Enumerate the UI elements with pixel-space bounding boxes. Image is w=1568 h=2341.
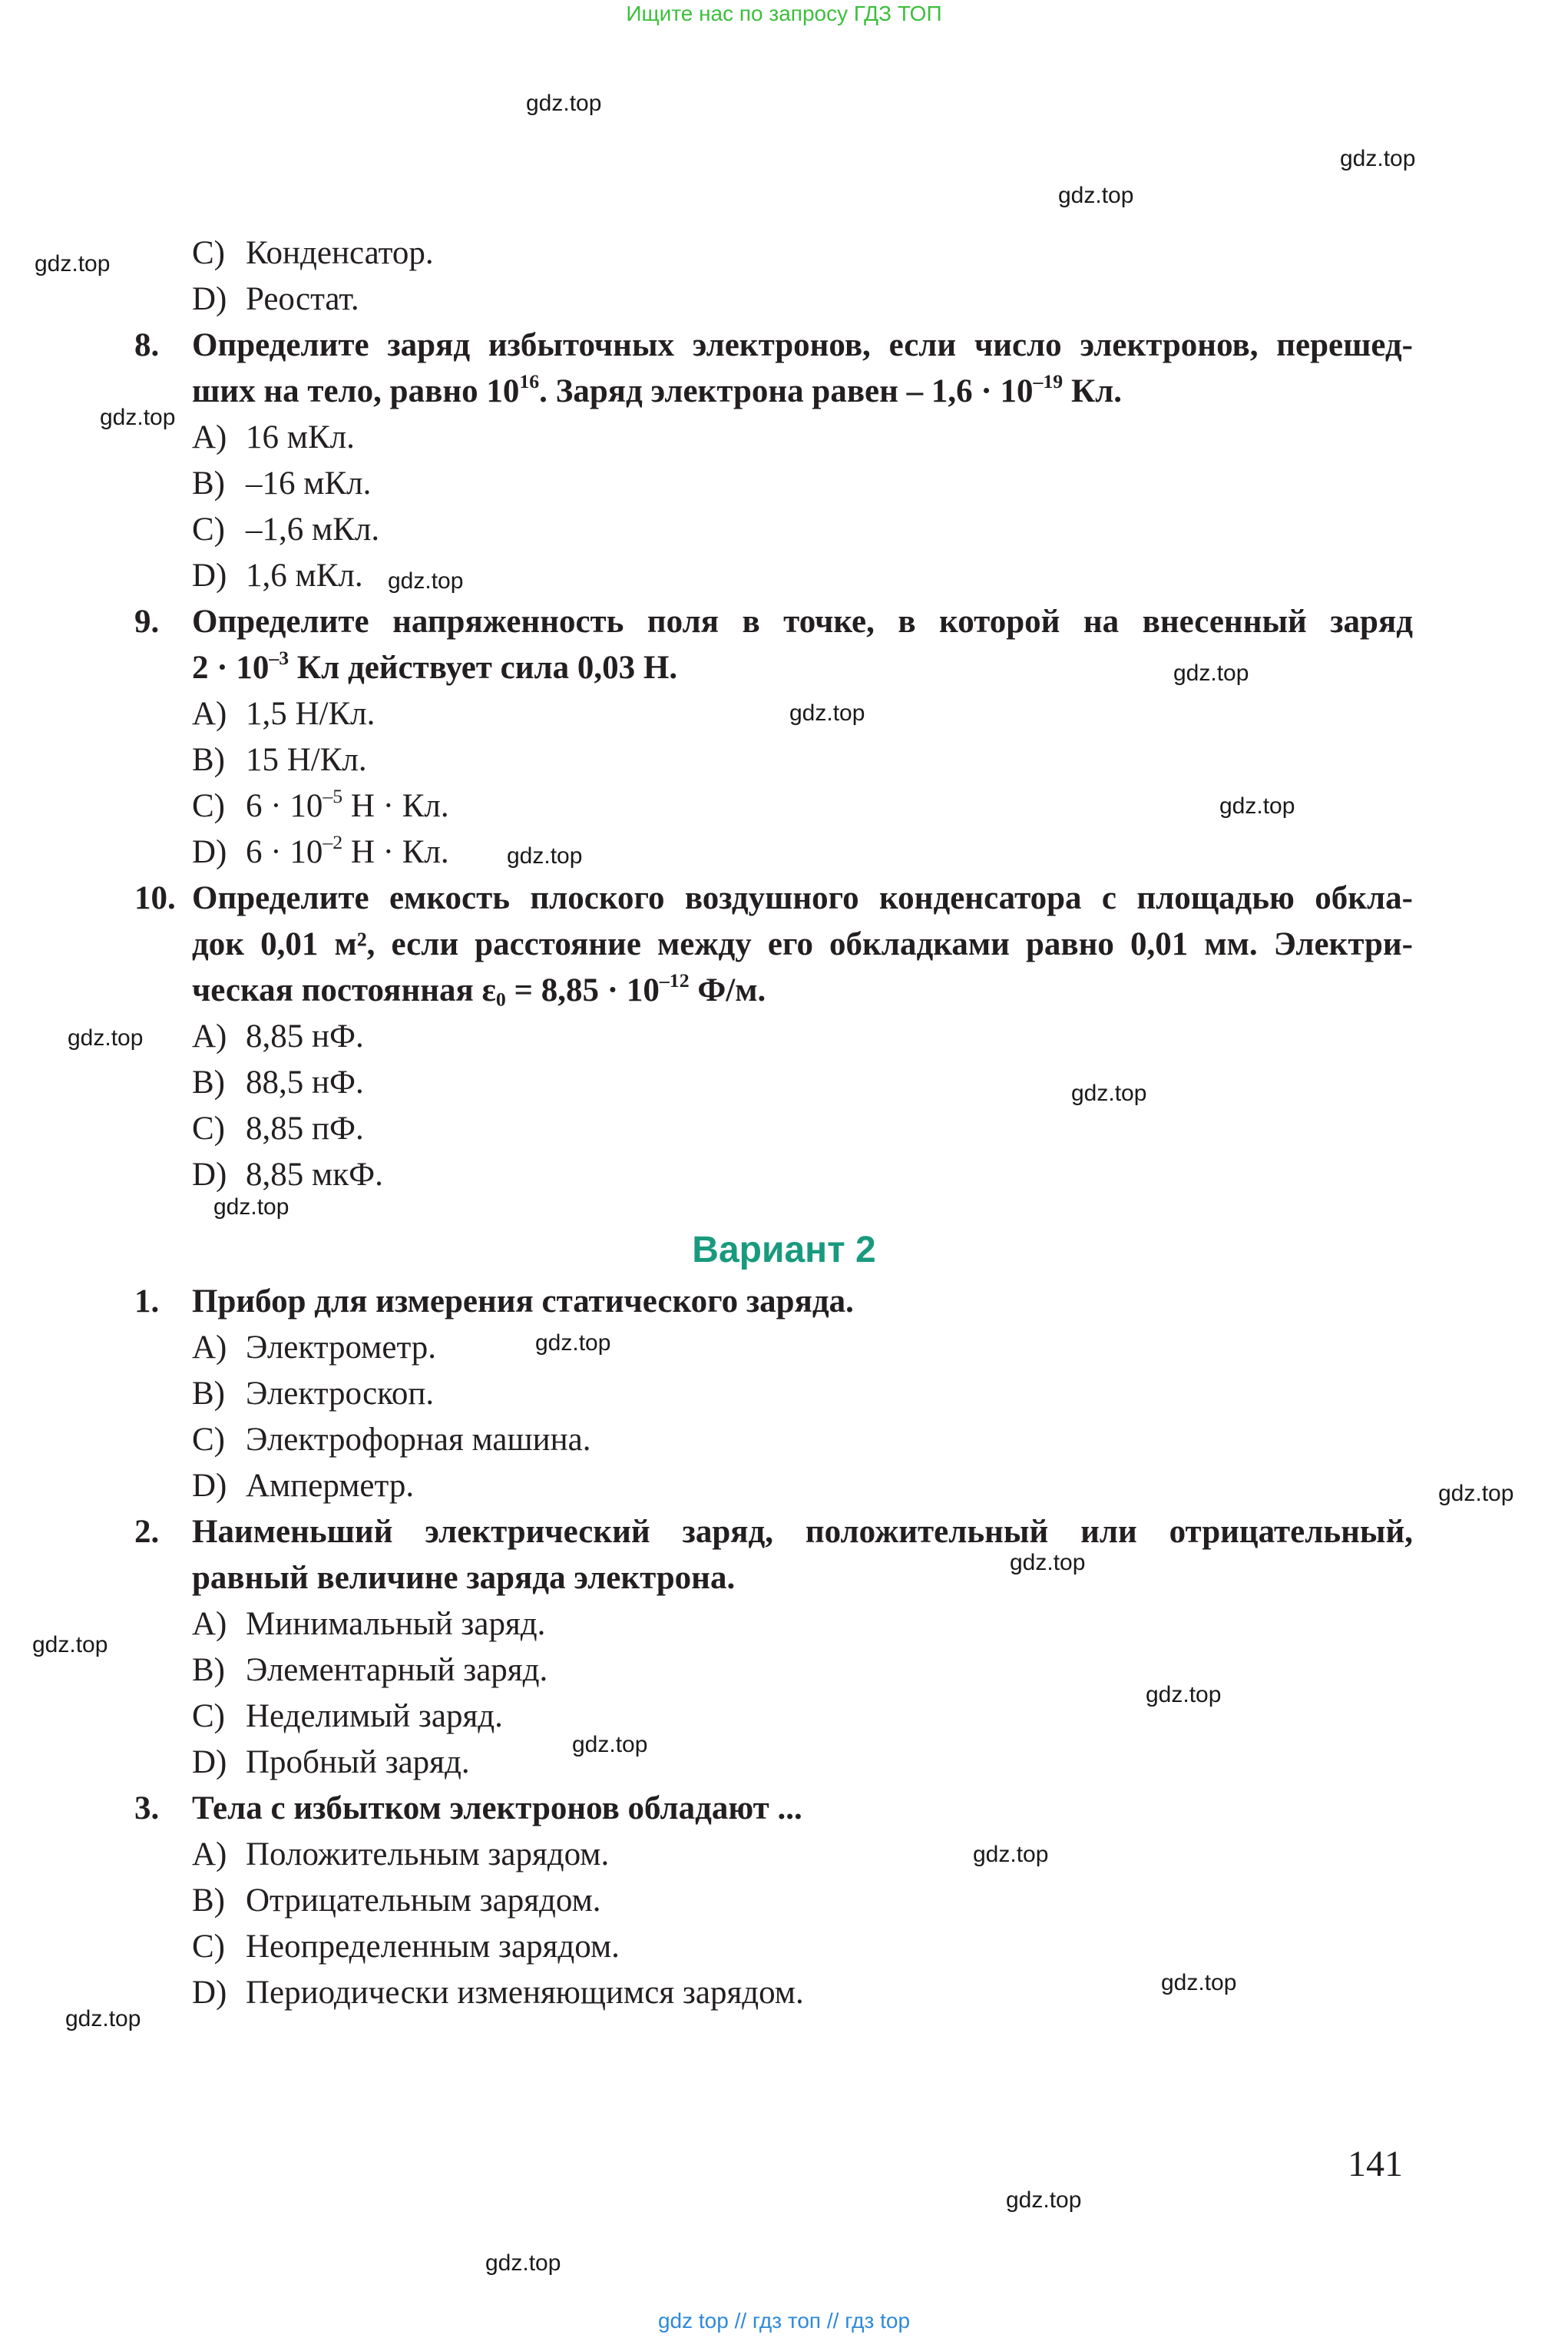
question-9-line-2: $2 \cdot 10^{-3}$ Кл действует сила 0,03 Н. <box>192 646 678 686</box>
option-c: C) –1,6 мКл. <box>192 512 380 548</box>
watermark: gdz.top <box>572 1732 648 1757</box>
option-a: A) Электрометр. <box>192 1329 437 1366</box>
question-10-line-2: док 0,01 м², если расстояние между его обкладками равно 0,01 мм. Электри- <box>192 926 1413 962</box>
option-c: C) Электрофорная машина. <box>192 1422 591 1458</box>
option-a: A) Положительным зарядом. <box>192 1836 610 1872</box>
option-d: D) 1,6 мКл. <box>192 558 363 594</box>
question-number: 10. <box>134 880 176 916</box>
variant-heading: Вариант 2 <box>692 1230 876 1270</box>
option-d: D) Амперметр. <box>192 1468 415 1504</box>
watermark: gdz.top <box>1340 146 1416 171</box>
option-d: D) Реостат. <box>192 281 359 317</box>
option-c: C) Неделимый заряд. <box>192 1698 503 1734</box>
option-a: A) Минимальный заряд. <box>192 1606 546 1642</box>
option-c: C) Неопределенным зарядом. <box>192 1929 620 1965</box>
v2-question-2-line-1: 2. Наименьший электрический заряд, положительный или отрицательный, <box>134 1509 1413 1555</box>
v2-question-3: 3. Тела с избытком электронов обладают ... <box>134 1786 1413 1832</box>
option-c: C) Конденсатор. <box>192 235 434 271</box>
option-d: D) Пробный заряд. <box>192 1744 470 1780</box>
watermark: gdz.top <box>1010 1550 1086 1575</box>
option-a: A) 1,5 Н/Кл. <box>192 696 375 732</box>
watermark: gdz.top <box>526 91 602 116</box>
watermark: gdz.top <box>1071 1081 1147 1106</box>
v2-question-2-line-2: равный величине заряда электрона. <box>192 1560 736 1596</box>
watermark: gdz.top <box>507 843 583 869</box>
question-8-line-1: 8. Определите заряд избыточных электронов, если число электронов, перешед- <box>134 323 1413 369</box>
option-a: A) 16 мКл. <box>192 419 355 455</box>
watermark: gdz.top <box>973 1842 1049 1867</box>
question-10-line-3: ческая постоянная $\varepsilon_0 = 8,85 \cdot 10^{-12}$ Ф/м. <box>192 969 766 1011</box>
watermark: gdz.top <box>485 2250 561 2276</box>
watermark: gdz.top <box>68 1025 144 1051</box>
watermark: gdz.top <box>535 1330 611 1356</box>
watermark: gdz.top <box>1173 661 1249 686</box>
question-10-line-1: 10. Определите емкость плоского воздушного конденсатора с площадью обкла- <box>134 876 1413 922</box>
option-c: C) 8,85 пФ. <box>192 1111 364 1147</box>
watermark: gdz.top <box>100 405 176 430</box>
watermark: gdz.top <box>789 700 865 726</box>
watermark: gdz.top <box>1161 1970 1237 1995</box>
watermark: gdz.top <box>1438 1481 1514 1506</box>
search-banner-link[interactable]: Ищите нас по запросу ГДЗ ТОП <box>626 2 942 25</box>
watermark: gdz.top <box>35 251 111 276</box>
option-b: B) Отрицательным зарядом. <box>192 1882 601 1919</box>
option-b: B) Электроскоп. <box>192 1376 435 1412</box>
watermark: gdz.top <box>213 1194 289 1220</box>
option-d: D) $6 \cdot 10^{-2}$ Н · Кл. <box>192 830 449 870</box>
watermark: gdz.top <box>65 2006 141 2031</box>
question-9-line-1: 9. Определите напряженность поля в точке, в которой на внесенный заряд <box>134 599 1413 645</box>
option-a: A) 8,85 нФ. <box>192 1018 364 1055</box>
option-b: B) 15 Н/Кл. <box>192 742 367 778</box>
option-d: D) Периодически изменяющимся зарядом. <box>192 1975 804 2011</box>
question-number: 9. <box>134 604 160 640</box>
question-8-line-2: ших на тело, равно $10^{16}$. Заряд электрона равен – $1,6 \cdot 10^{-19}$ Кл. <box>192 369 1123 409</box>
watermark: gdz.top <box>1058 183 1134 208</box>
page-number: 141 <box>1348 2144 1403 2184</box>
watermark: gdz.top <box>1146 1682 1222 1707</box>
question-number: 3. <box>134 1790 160 1826</box>
footer-links[interactable]: gdz top // гдз топ // гдз top <box>657 2309 911 2333</box>
option-c: C) $6 \cdot 10^{-5}$ Н · Кл. <box>192 784 449 824</box>
option-b: B) 88,5 нФ. <box>192 1065 364 1101</box>
question-number: 8. <box>134 327 160 363</box>
watermark: gdz.top <box>1006 2187 1082 2213</box>
v2-question-1: 1. Прибор для измерения статического заряда. <box>134 1279 1413 1325</box>
watermark: gdz.top <box>1219 793 1295 819</box>
watermark: gdz.top <box>388 568 464 594</box>
question-number: 1. <box>134 1283 160 1320</box>
option-b: B) Элементарный заряд. <box>192 1652 548 1688</box>
option-d: D) 8,85 мкФ. <box>192 1157 383 1193</box>
option-b: B) –16 мКл. <box>192 465 372 502</box>
watermark: gdz.top <box>32 1632 108 1657</box>
question-number: 2. <box>134 1514 160 1550</box>
